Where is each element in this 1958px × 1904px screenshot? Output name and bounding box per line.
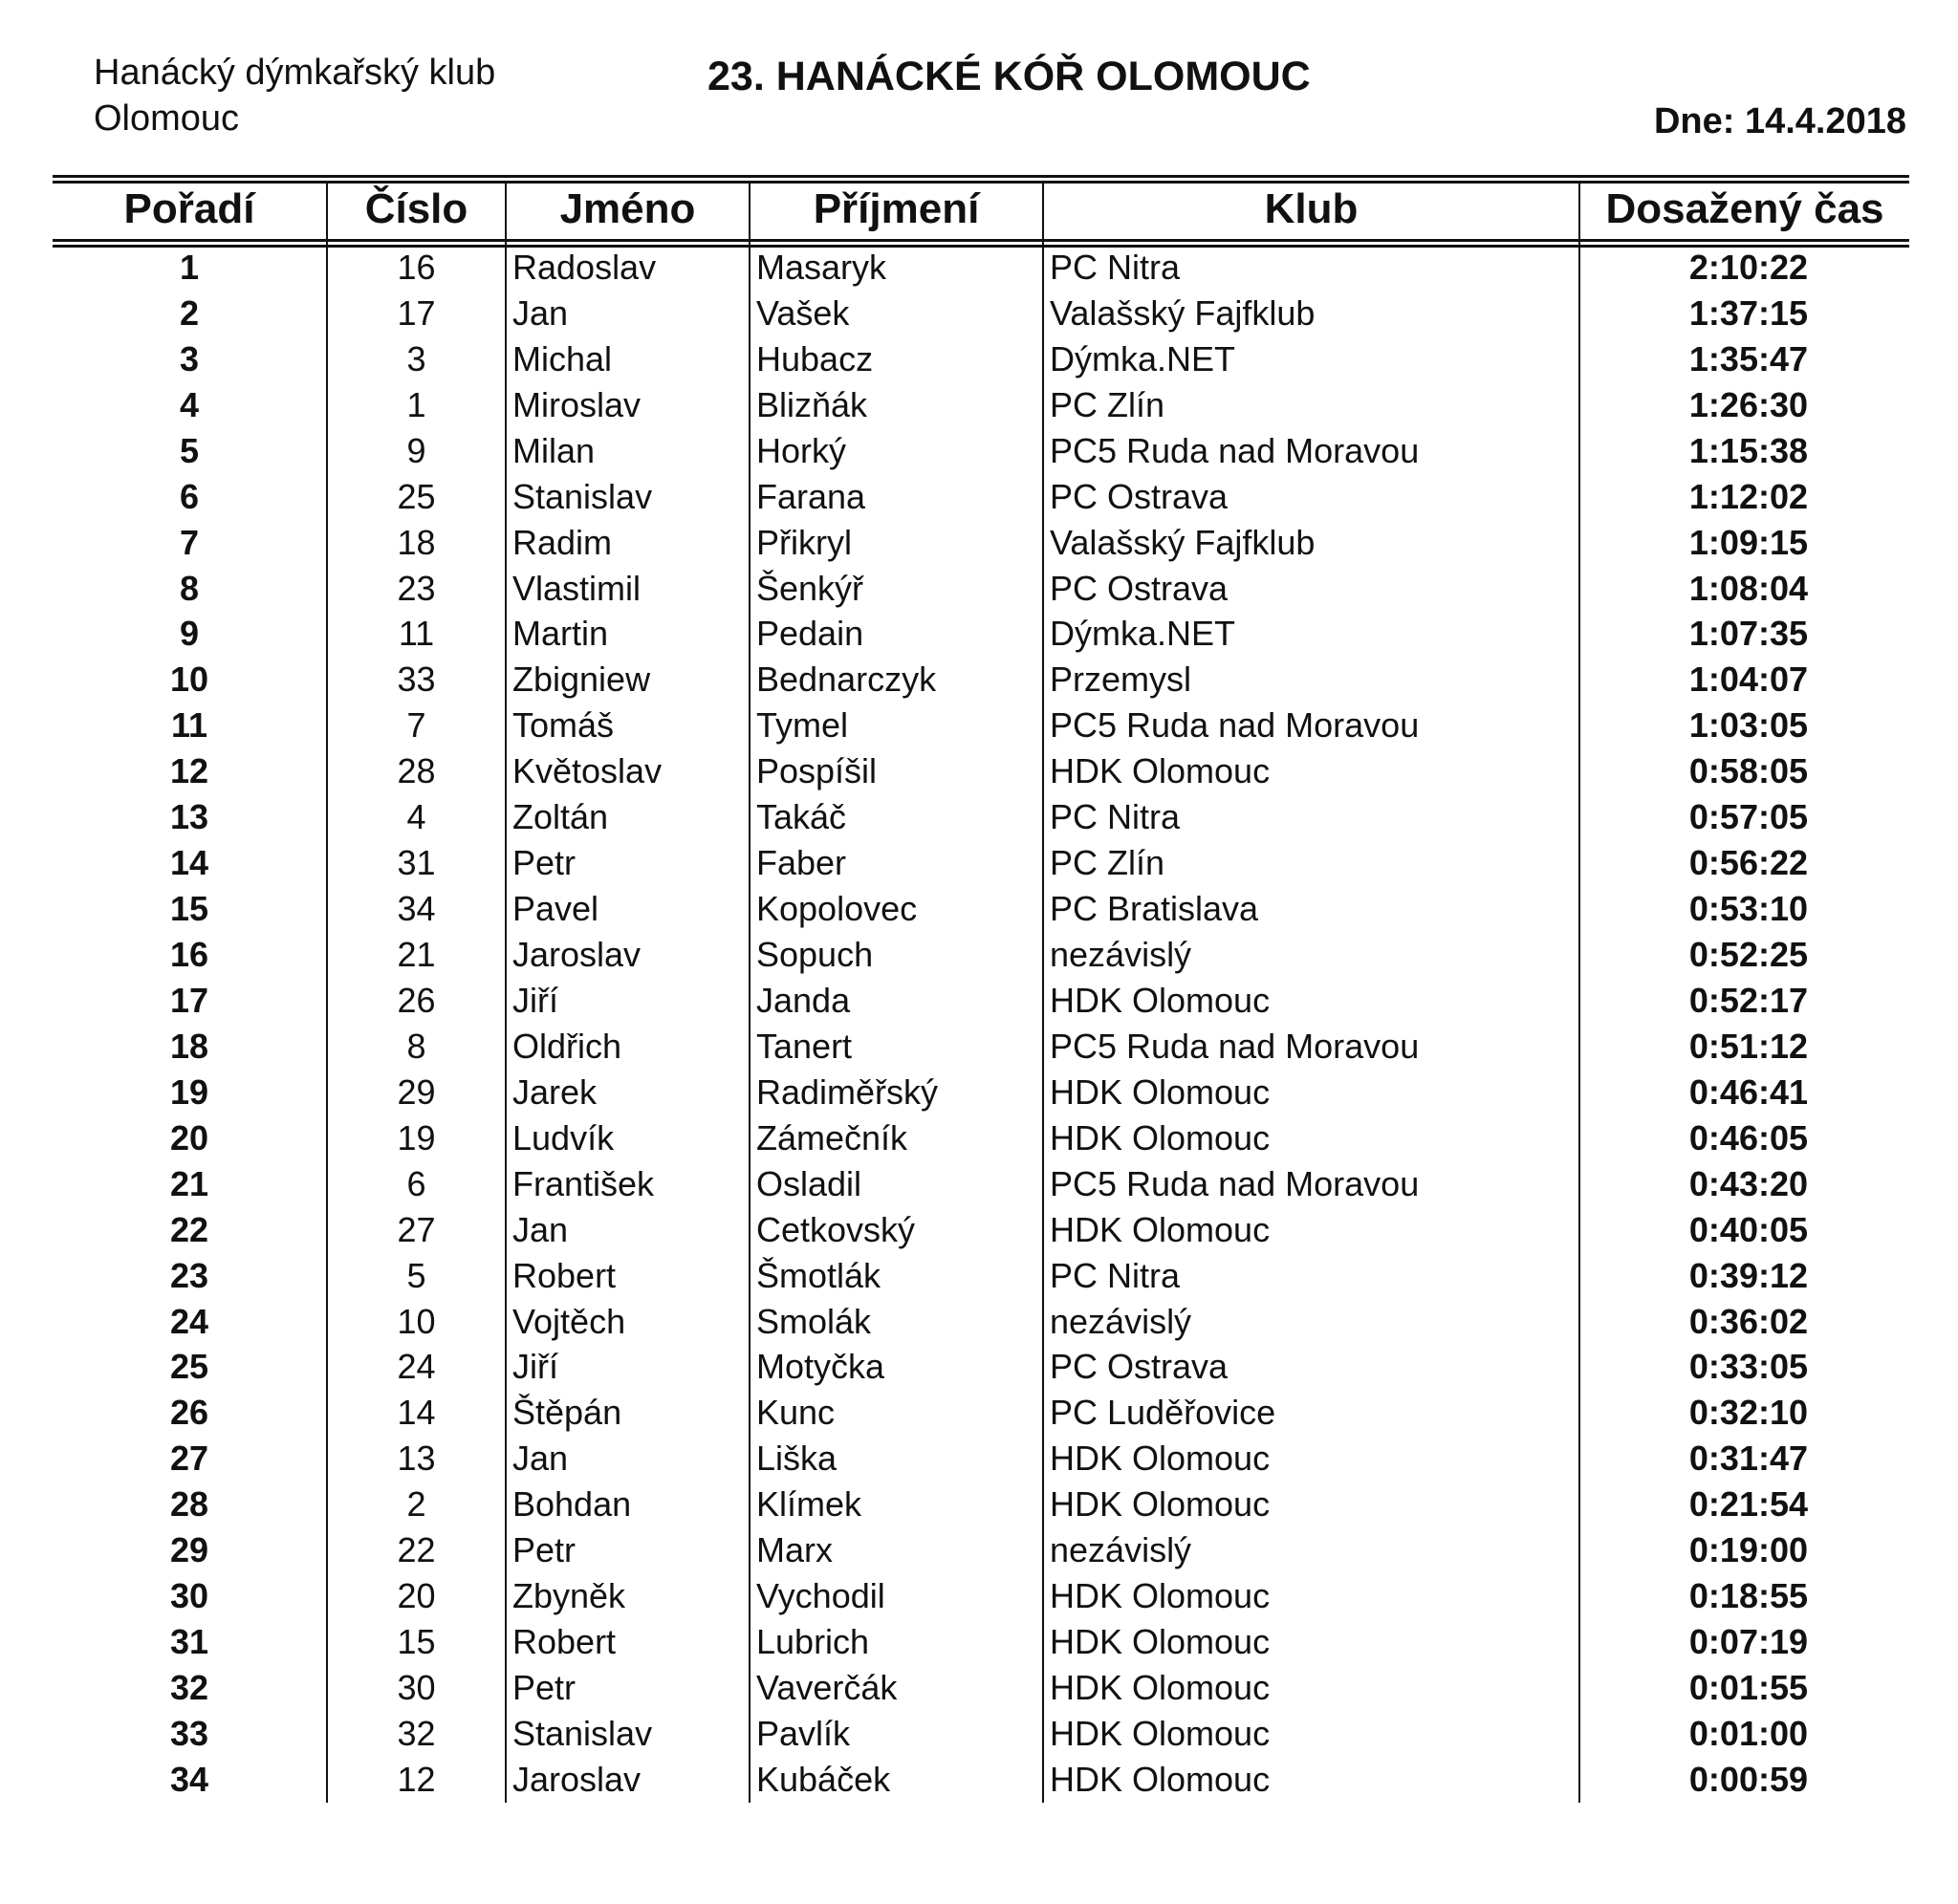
cell-last-name: Sopuch [750,932,1043,978]
cell-last-name: Zámečník [750,1115,1043,1161]
organizer-name: Hanácký dýmkařský klub [94,53,496,93]
cell-time: 0:21:54 [1579,1482,1909,1527]
cell-number: 14 [327,1390,506,1436]
cell-first-name: Petr [506,1527,750,1573]
cell-number: 19 [327,1115,506,1161]
cell-first-name: Petr [506,840,750,886]
cell-rank: 22 [169,1209,209,1249]
cell-last-name: Šmotlák [750,1253,1043,1299]
cell-first-name: Květoslav [506,748,750,794]
cell-club: HDK Olomouc [1043,1665,1579,1711]
table-row [53,428,1909,474]
table-row [53,1527,1909,1573]
cell-rank: 4 [179,384,200,424]
cell-first-name: Ludvík [506,1115,750,1161]
cell-number: 9 [327,428,506,474]
table-row [53,748,1909,794]
cell-first-name: Radim [506,520,750,566]
cell-club: Dýmka.NET [1043,336,1579,382]
cell-time: 0:32:10 [1579,1390,1909,1436]
cell-number: 2 [327,1482,506,1527]
cell-last-name: Smolák [750,1299,1043,1345]
cell-club: HDK Olomouc [1043,1711,1579,1757]
table-row [53,1711,1909,1757]
column-header-time: Dosažený čas [1579,182,1909,237]
column-header-club: Klub [1043,182,1579,237]
cell-first-name: Zbyněk [506,1573,750,1619]
table-row [53,1390,1909,1436]
cell-number: 28 [327,748,506,794]
cell-last-name: Vašek [750,291,1043,336]
cell-number: 15 [327,1619,506,1665]
cell-last-name: Pospíšil [750,748,1043,794]
table-row [53,978,1909,1024]
cell-rank: 21 [169,1163,209,1203]
cell-rank: 26 [169,1393,209,1433]
cell-last-name: Klímek [750,1482,1043,1527]
cell-time: 0:01:00 [1579,1711,1909,1757]
cell-club: HDK Olomouc [1043,1070,1579,1115]
cell-number: 23 [327,566,506,612]
cell-number: 6 [327,1161,506,1207]
cell-first-name: Jan [506,291,750,336]
cell-club: HDK Olomouc [1043,1573,1579,1619]
cell-rank: 6 [179,476,200,516]
table-row [53,1299,1909,1345]
cell-time: 0:51:12 [1579,1024,1909,1070]
cell-rank: 16 [169,935,209,975]
cell-time: 0:36:02 [1579,1299,1909,1345]
cell-first-name: Miroslav [506,382,750,428]
table-row [53,1253,1909,1299]
cell-club: PC5 Ruda nad Moravou [1043,1161,1579,1207]
cell-rank: 13 [169,797,209,837]
table-row [53,1161,1909,1207]
cell-first-name: Robert [506,1619,750,1665]
cell-rank: 17 [169,980,209,1020]
cell-number: 3 [327,336,506,382]
cell-first-name: Vlastimil [506,566,750,612]
cell-time: 0:46:41 [1579,1070,1909,1115]
cell-club: PC Zlín [1043,382,1579,428]
cell-first-name: Stanislav [506,1711,750,1757]
table-row [53,1573,1909,1619]
cell-time: 0:58:05 [1579,748,1909,794]
cell-rank: 28 [169,1484,209,1525]
cell-club: PC Nitra [1043,1253,1579,1299]
cell-number: 31 [327,840,506,886]
cell-number: 25 [327,474,506,520]
table-row [53,1436,1909,1482]
cell-club: nezávislý [1043,932,1579,978]
cell-number: 10 [327,1299,506,1345]
cell-first-name: Tomáš [506,703,750,748]
cell-time: 0:00:59 [1579,1757,1909,1803]
column-header-first-name: Jméno [506,182,750,237]
cell-number: 26 [327,978,506,1024]
cell-last-name: Radiměřský [750,1070,1043,1115]
column-header-last-name: Příjmení [750,182,1043,237]
cell-club: PC Zlín [1043,840,1579,886]
cell-time: 0:52:17 [1579,978,1909,1024]
cell-last-name: Takáč [750,794,1043,840]
cell-rank: 18 [169,1026,209,1066]
cell-first-name: Jaroslav [506,932,750,978]
cell-number: 22 [327,1527,506,1573]
table-row [53,1757,1909,1803]
cell-rank: 11 [170,705,208,746]
cell-club: PC5 Ruda nad Moravou [1043,428,1579,474]
header-bottom-rule-inner [53,245,1909,248]
cell-rank: 23 [169,1255,209,1295]
cell-first-name: František [506,1161,750,1207]
cell-first-name: Zoltán [506,794,750,840]
cell-first-name: Stanislav [506,474,750,520]
cell-club: HDK Olomouc [1043,1482,1579,1527]
cell-rank: 2 [179,292,200,333]
cell-last-name: Marx [750,1527,1043,1573]
cell-first-name: Jaroslav [506,1757,750,1803]
cell-last-name: Masaryk [750,245,1043,291]
cell-time: 1:04:07 [1579,657,1909,703]
table-row [53,1345,1909,1391]
results-table [53,182,1909,1803]
cell-number: 24 [327,1345,506,1391]
cell-first-name: Zbigniew [506,657,750,703]
table-row [53,840,1909,886]
cell-time: 0:18:55 [1579,1573,1909,1619]
cell-time: 0:40:05 [1579,1207,1909,1253]
cell-time: 1:12:02 [1579,474,1909,520]
column-header-number: Číslo [327,182,506,237]
table-row [53,1665,1909,1711]
table-row [53,245,1909,291]
cell-time: 1:35:47 [1579,336,1909,382]
cell-rank: 10 [169,660,209,700]
table-row [53,474,1909,520]
cell-time: 1:07:35 [1579,612,1909,658]
cell-time: 0:56:22 [1579,840,1909,886]
cell-time: 0:43:20 [1579,1161,1909,1207]
table-row [53,1070,1909,1115]
cell-rank: 32 [169,1668,209,1708]
cell-first-name: Jiří [506,978,750,1024]
cell-last-name: Tymel [750,703,1043,748]
cell-first-name: Štěpán [506,1390,750,1436]
cell-first-name: Vojtěch [506,1299,750,1345]
cell-rank: 33 [169,1713,209,1753]
cell-last-name: Kopolovec [750,886,1043,932]
table-row [53,612,1909,658]
table-row [53,1115,1909,1161]
table-row [53,1482,1909,1527]
cell-number: 16 [327,245,506,291]
cell-number: 5 [327,1253,506,1299]
cell-rank: 34 [169,1759,209,1799]
table-row [53,566,1909,612]
cell-time: 0:39:12 [1579,1253,1909,1299]
cell-number: 12 [327,1757,506,1803]
table-row [53,1024,1909,1070]
cell-first-name: Martin [506,612,750,658]
cell-rank: 20 [169,1117,209,1158]
cell-time: 1:09:15 [1579,520,1909,566]
table-row [53,336,1909,382]
cell-time: 0:46:05 [1579,1115,1909,1161]
cell-last-name: Tanert [750,1024,1043,1070]
cell-club: PC5 Ruda nad Moravou [1043,703,1579,748]
cell-first-name: Pavel [506,886,750,932]
page-title: 23. HANÁCKÉ KÓŘ OLOMOUC [707,54,1311,99]
cell-number: 1 [327,382,506,428]
cell-number: 32 [327,1711,506,1757]
cell-first-name: Robert [506,1253,750,1299]
cell-last-name: Pedain [750,612,1043,658]
cell-time: 0:57:05 [1579,794,1909,840]
cell-last-name: Kunc [750,1390,1043,1436]
cell-last-name: Kubáček [750,1757,1043,1803]
cell-last-name: Přikryl [750,520,1043,566]
cell-number: 4 [327,794,506,840]
cell-rank: 24 [169,1301,209,1341]
cell-last-name: Liška [750,1436,1043,1482]
cell-last-name: Šenkýř [750,566,1043,612]
cell-last-name: Vychodil [750,1573,1043,1619]
cell-rank: 31 [169,1622,209,1662]
table-row [53,1619,1909,1665]
cell-club: nezávislý [1043,1527,1579,1573]
cell-last-name: Farana [750,474,1043,520]
cell-club: PC Ostrava [1043,474,1579,520]
cell-club: HDK Olomouc [1043,978,1579,1024]
cell-time: 0:01:55 [1579,1665,1909,1711]
cell-time: 0:52:25 [1579,932,1909,978]
cell-time: 0:53:10 [1579,886,1909,932]
cell-first-name: Michal [506,336,750,382]
cell-first-name: Oldřich [506,1024,750,1070]
cell-rank: 5 [179,430,200,470]
cell-last-name: Osladil [750,1161,1043,1207]
cell-rank: 12 [169,751,209,791]
cell-club: Przemysl [1043,657,1579,703]
results-body [53,237,1909,1803]
cell-first-name: Radoslav [506,245,750,291]
cell-time: 0:31:47 [1579,1436,1909,1482]
cell-time: 0:19:00 [1579,1527,1909,1573]
cell-first-name: Bohdan [506,1482,750,1527]
cell-last-name: Faber [750,840,1043,886]
cell-first-name: Jarek [506,1070,750,1115]
cell-last-name: Horký [750,428,1043,474]
cell-club: PC Bratislava [1043,886,1579,932]
cell-club: PC Nitra [1043,245,1579,291]
cell-time: 0:33:05 [1579,1345,1909,1391]
cell-club: PC Ostrava [1043,566,1579,612]
table-row [53,657,1909,703]
cell-club: PC5 Ruda nad Moravou [1043,1024,1579,1070]
cell-last-name: Cetkovský [750,1207,1043,1253]
cell-last-name: Blizňák [750,382,1043,428]
cell-time: 1:26:30 [1579,382,1909,428]
table-row [53,291,1909,336]
cell-time: 1:37:15 [1579,291,1909,336]
cell-club: PC Nitra [1043,794,1579,840]
header-top-rule [53,175,1909,178]
cell-number: 7 [327,703,506,748]
cell-club: HDK Olomouc [1043,1757,1579,1803]
cell-rank: 1 [179,247,200,287]
cell-first-name: Jan [506,1436,750,1482]
table-row [53,886,1909,932]
cell-club: HDK Olomouc [1043,1436,1579,1482]
table-header-row [53,182,1909,237]
cell-club: Valašský Fajfklub [1043,291,1579,336]
cell-rank: 9 [179,614,200,654]
cell-club: HDK Olomouc [1043,1207,1579,1253]
cell-number: 13 [327,1436,506,1482]
cell-last-name: Bednarczyk [750,657,1043,703]
cell-club: Valašský Fajfklub [1043,520,1579,566]
table-row [53,520,1909,566]
cell-number: 17 [327,291,506,336]
cell-time: 1:08:04 [1579,566,1909,612]
cell-club: nezávislý [1043,1299,1579,1345]
cell-last-name: Hubacz [750,336,1043,382]
event-date: Dne: 14.4.2018 [1653,101,1906,141]
header-bottom-rule [53,239,1909,242]
cell-number: 20 [327,1573,506,1619]
cell-number: 30 [327,1665,506,1711]
organizer-city: Olomouc [94,98,240,139]
cell-club: PC Ostrava [1043,1345,1579,1391]
cell-number: 8 [327,1024,506,1070]
cell-last-name: Pavlík [750,1711,1043,1757]
cell-number: 21 [327,932,506,978]
organizer-block [94,50,495,141]
cell-rank: 25 [169,1347,209,1387]
cell-rank: 14 [169,843,209,883]
cell-time: 0:07:19 [1579,1619,1909,1665]
table-row [53,932,1909,978]
cell-club: HDK Olomouc [1043,1619,1579,1665]
cell-time: 2:10:22 [1579,245,1909,291]
cell-last-name: Janda [750,978,1043,1024]
cell-first-name: Petr [506,1665,750,1711]
table-row [53,703,1909,748]
cell-first-name: Jiří [506,1345,750,1391]
cell-first-name: Jan [506,1207,750,1253]
cell-rank: 3 [179,338,200,379]
cell-rank: 29 [169,1530,209,1570]
cell-last-name: Lubrich [750,1619,1043,1665]
table-row [53,382,1909,428]
cell-rank: 15 [169,889,209,929]
cell-last-name: Vaverčák [750,1665,1043,1711]
cell-number: 27 [327,1207,506,1253]
cell-first-name: Milan [506,428,750,474]
table-row [53,794,1909,840]
cell-rank: 19 [169,1071,209,1112]
cell-club: HDK Olomouc [1043,748,1579,794]
cell-number: 11 [327,612,506,658]
cell-time: 1:15:38 [1579,428,1909,474]
cell-number: 34 [327,886,506,932]
cell-last-name: Motyčka [750,1345,1043,1391]
cell-number: 33 [327,657,506,703]
cell-rank: 30 [169,1576,209,1616]
cell-rank: 7 [179,522,200,562]
cell-number: 29 [327,1070,506,1115]
cell-club: HDK Olomouc [1043,1115,1579,1161]
cell-club: PC Luděřovice [1043,1390,1579,1436]
cell-club: Dýmka.NET [1043,612,1579,658]
cell-rank: 8 [179,568,200,608]
cell-rank: 27 [169,1439,209,1479]
column-header-rank: Pořadí [123,185,255,232]
table-row [53,1207,1909,1253]
cell-time: 1:03:05 [1579,703,1909,748]
cell-number: 18 [327,520,506,566]
